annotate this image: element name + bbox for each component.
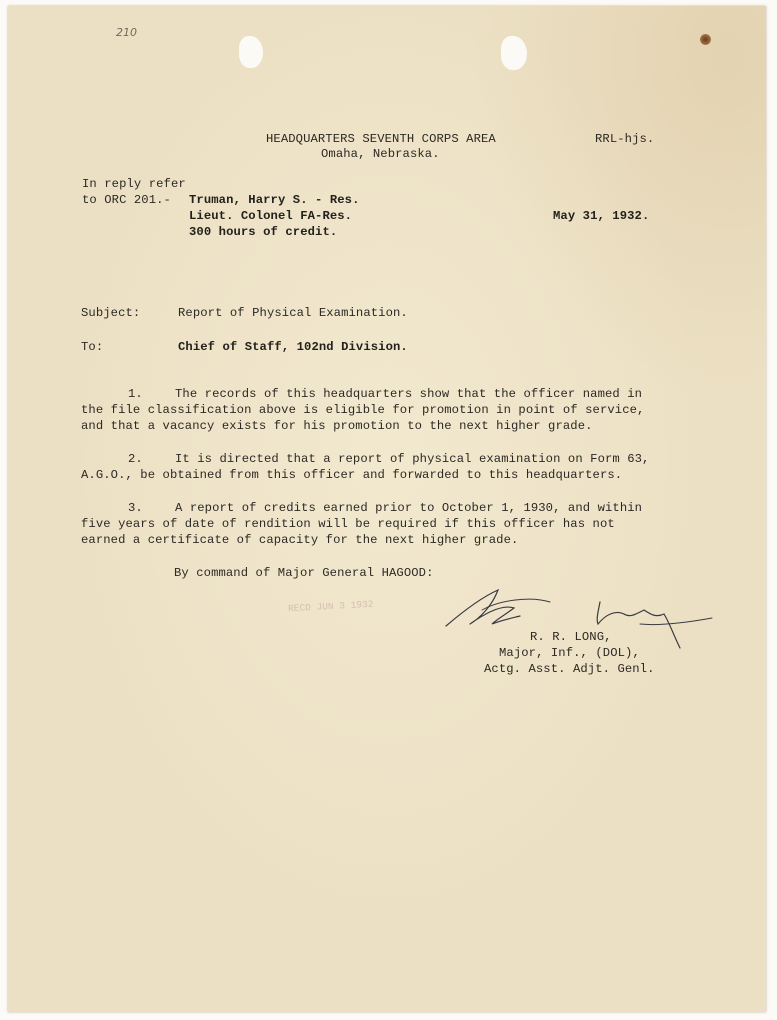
to-label: To: [81,340,104,354]
reference-rank: Lieut. Colonel FA-Res. [189,209,353,223]
rust-spot [700,34,711,45]
received-stamp: RECD JUN 3 1932 [287,598,374,615]
subject-label: Subject: [81,306,141,320]
reference-line-2-prefix: to ORC 201.- [82,193,171,207]
pencil-note: 210 [116,26,137,39]
paragraph-2-number: 2. [128,452,143,466]
letter-date: May 31, 1932. [553,209,650,223]
command-line: By command of Major General HAGOOD: [174,566,434,580]
paragraph-3-line-2: five years of date of rendition will be required if this officer has not [81,517,615,531]
signature-rank: Major, Inf., (DOL), [499,646,640,660]
header-line-1: HEADQUARTERS SEVENTH CORPS AREA [266,132,496,146]
header-initials: RRL-hjs. [595,132,655,146]
paragraph-2-line-1: It is directed that a report of physical examination on Form 63, [175,452,650,466]
paragraph-1-line-3: and that a vacancy exists for his promotion to the next higher grade. [81,419,593,433]
paragraph-1-line-1: The records of this headquarters show that the officer named in [175,387,643,401]
paragraph-2-line-2: A.G.O., be obtained from this officer and forwarded to this headquarters. [81,468,623,482]
to-value: Chief of Staff, 102nd Division. [178,340,408,354]
reference-credit: 300 hours of credit. [189,225,338,239]
punch-hole-right [501,36,527,70]
subject-value: Report of Physical Examination. [178,306,408,320]
reference-line-1: In reply refer [82,177,186,191]
signature-title: Actg. Asst. Adjt. Genl. [484,662,655,676]
letter-page [8,6,766,1012]
reference-name: Truman, Harry S. - Res. [189,193,360,207]
paragraph-3-number: 3. [128,501,143,515]
punch-hole-left [239,36,263,68]
signature-name: R. R. LONG, [530,630,612,644]
header-line-2: Omaha, Nebraska. [321,147,440,161]
paragraph-3-line-3: earned a certificate of capacity for the next higher grade. [81,533,519,547]
paragraph-3-line-1: A report of credits earned prior to October 1, 1930, and within [175,501,643,515]
paragraph-1-number: 1. [128,387,143,401]
paragraph-1-line-2: the file classification above is eligible for promotion in point of service, [81,403,645,417]
